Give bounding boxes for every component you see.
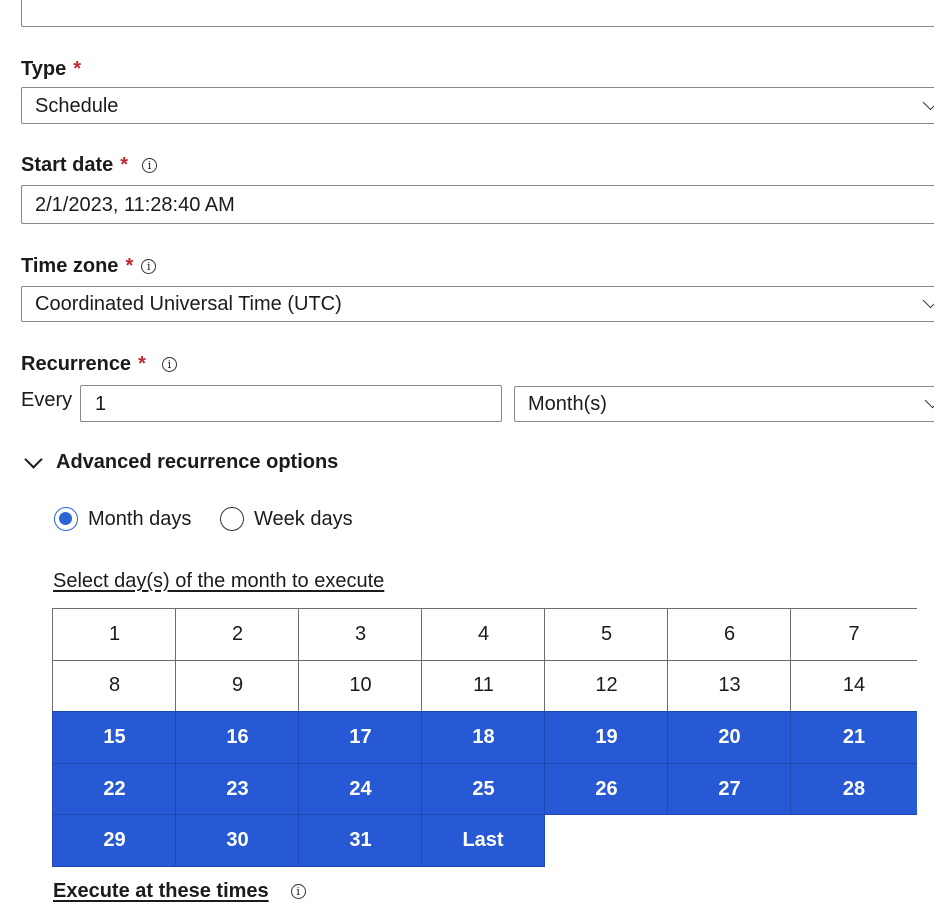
day-cell-27[interactable]: 27 (667, 763, 791, 816)
radio-month-days[interactable] (54, 507, 191, 531)
day-cell-15[interactable]: 15 (52, 711, 176, 764)
start-date-label: Start date * i (21, 153, 157, 177)
time-zone-label: Time zone * i (21, 254, 156, 278)
top-input-field[interactable] (21, 0, 934, 27)
chevron-down-icon (925, 393, 934, 409)
day-cell-24[interactable]: 24 (298, 763, 422, 816)
type-dropdown[interactable] (21, 87, 934, 124)
day-cell-last[interactable]: Last (421, 814, 545, 867)
chevron-down-icon (24, 450, 42, 468)
day-cell-20[interactable]: 20 (667, 711, 791, 764)
radio-month-days-label: Month days (88, 507, 192, 530)
day-cell-22[interactable]: 22 (52, 763, 176, 816)
start-date-value: 2/1/2023, 11:28:40 AM (35, 193, 235, 216)
interval-value: 1 (95, 392, 107, 415)
time-zone-dropdown[interactable] (21, 286, 934, 322)
start-date-input[interactable] (21, 185, 934, 224)
day-cell-14[interactable]: 14 (790, 660, 917, 713)
day-cell-6[interactable]: 6 (667, 608, 791, 661)
info-icon[interactable]: i (142, 158, 157, 173)
day-cell-4[interactable]: 4 (421, 608, 545, 661)
execute-times-label: Execute at these times (53, 880, 269, 902)
interval-unit-value: Month(s) (528, 393, 607, 415)
day-cell-12[interactable]: 12 (544, 660, 668, 713)
radio-unchecked-icon (220, 507, 244, 531)
day-cell-29[interactable]: 29 (52, 814, 176, 867)
advanced-recurrence-label: Advanced recurrence options (56, 450, 339, 473)
required-asterisk: * (138, 352, 146, 375)
day-cell-2[interactable]: 2 (175, 608, 299, 661)
day-cell-7[interactable]: 7 (790, 608, 917, 661)
every-label: Every (21, 389, 73, 411)
radio-week-days[interactable] (220, 507, 353, 531)
radio-week-days-label: Week days (254, 507, 353, 530)
day-cell-17[interactable]: 17 (298, 711, 422, 764)
day-cell-3[interactable]: 3 (298, 608, 422, 661)
day-cell-5[interactable]: 5 (544, 608, 668, 661)
day-cell-10[interactable]: 10 (298, 660, 422, 713)
required-asterisk: * (120, 153, 129, 176)
day-cell-30[interactable]: 30 (175, 814, 299, 867)
execute-times-label-row (53, 880, 306, 903)
day-cell-26[interactable]: 26 (544, 763, 668, 816)
day-cell-9[interactable]: 9 (175, 660, 299, 713)
chevron-down-icon (923, 293, 934, 309)
select-days-label: Select day(s) of the month to execute (53, 570, 385, 592)
day-cell-1[interactable]: 1 (52, 608, 176, 661)
advanced-recurrence-toggle[interactable] (24, 449, 338, 475)
required-asterisk: * (73, 57, 81, 80)
day-cell-13[interactable]: 13 (667, 660, 791, 713)
day-cell-11[interactable]: 11 (421, 660, 545, 713)
radio-checked-icon (54, 507, 78, 531)
day-cell-19[interactable]: 19 (544, 711, 668, 764)
day-cell-21[interactable]: 21 (790, 711, 917, 764)
day-cell-28[interactable]: 28 (790, 763, 917, 816)
time-zone-value: Coordinated Universal Time (UTC) (35, 293, 342, 315)
chevron-down-icon (923, 94, 934, 110)
day-cell-16[interactable]: 16 (175, 711, 299, 764)
interval-input[interactable] (80, 385, 502, 422)
day-cell-25[interactable]: 25 (421, 763, 545, 816)
day-cell-31[interactable]: 31 (298, 814, 422, 867)
interval-unit-dropdown[interactable] (514, 386, 934, 422)
info-icon[interactable]: i (141, 259, 156, 274)
type-label: Type * (21, 57, 81, 80)
type-dropdown-value: Schedule (35, 94, 119, 117)
day-cell-8[interactable]: 8 (52, 660, 176, 713)
day-cell-18[interactable]: 18 (421, 711, 545, 764)
info-icon[interactable]: i (162, 357, 177, 372)
day-cell-23[interactable]: 23 (175, 763, 299, 816)
required-asterisk: * (125, 254, 134, 277)
info-icon[interactable]: i (291, 884, 306, 899)
recurrence-label: Recurrence * i (21, 352, 177, 376)
